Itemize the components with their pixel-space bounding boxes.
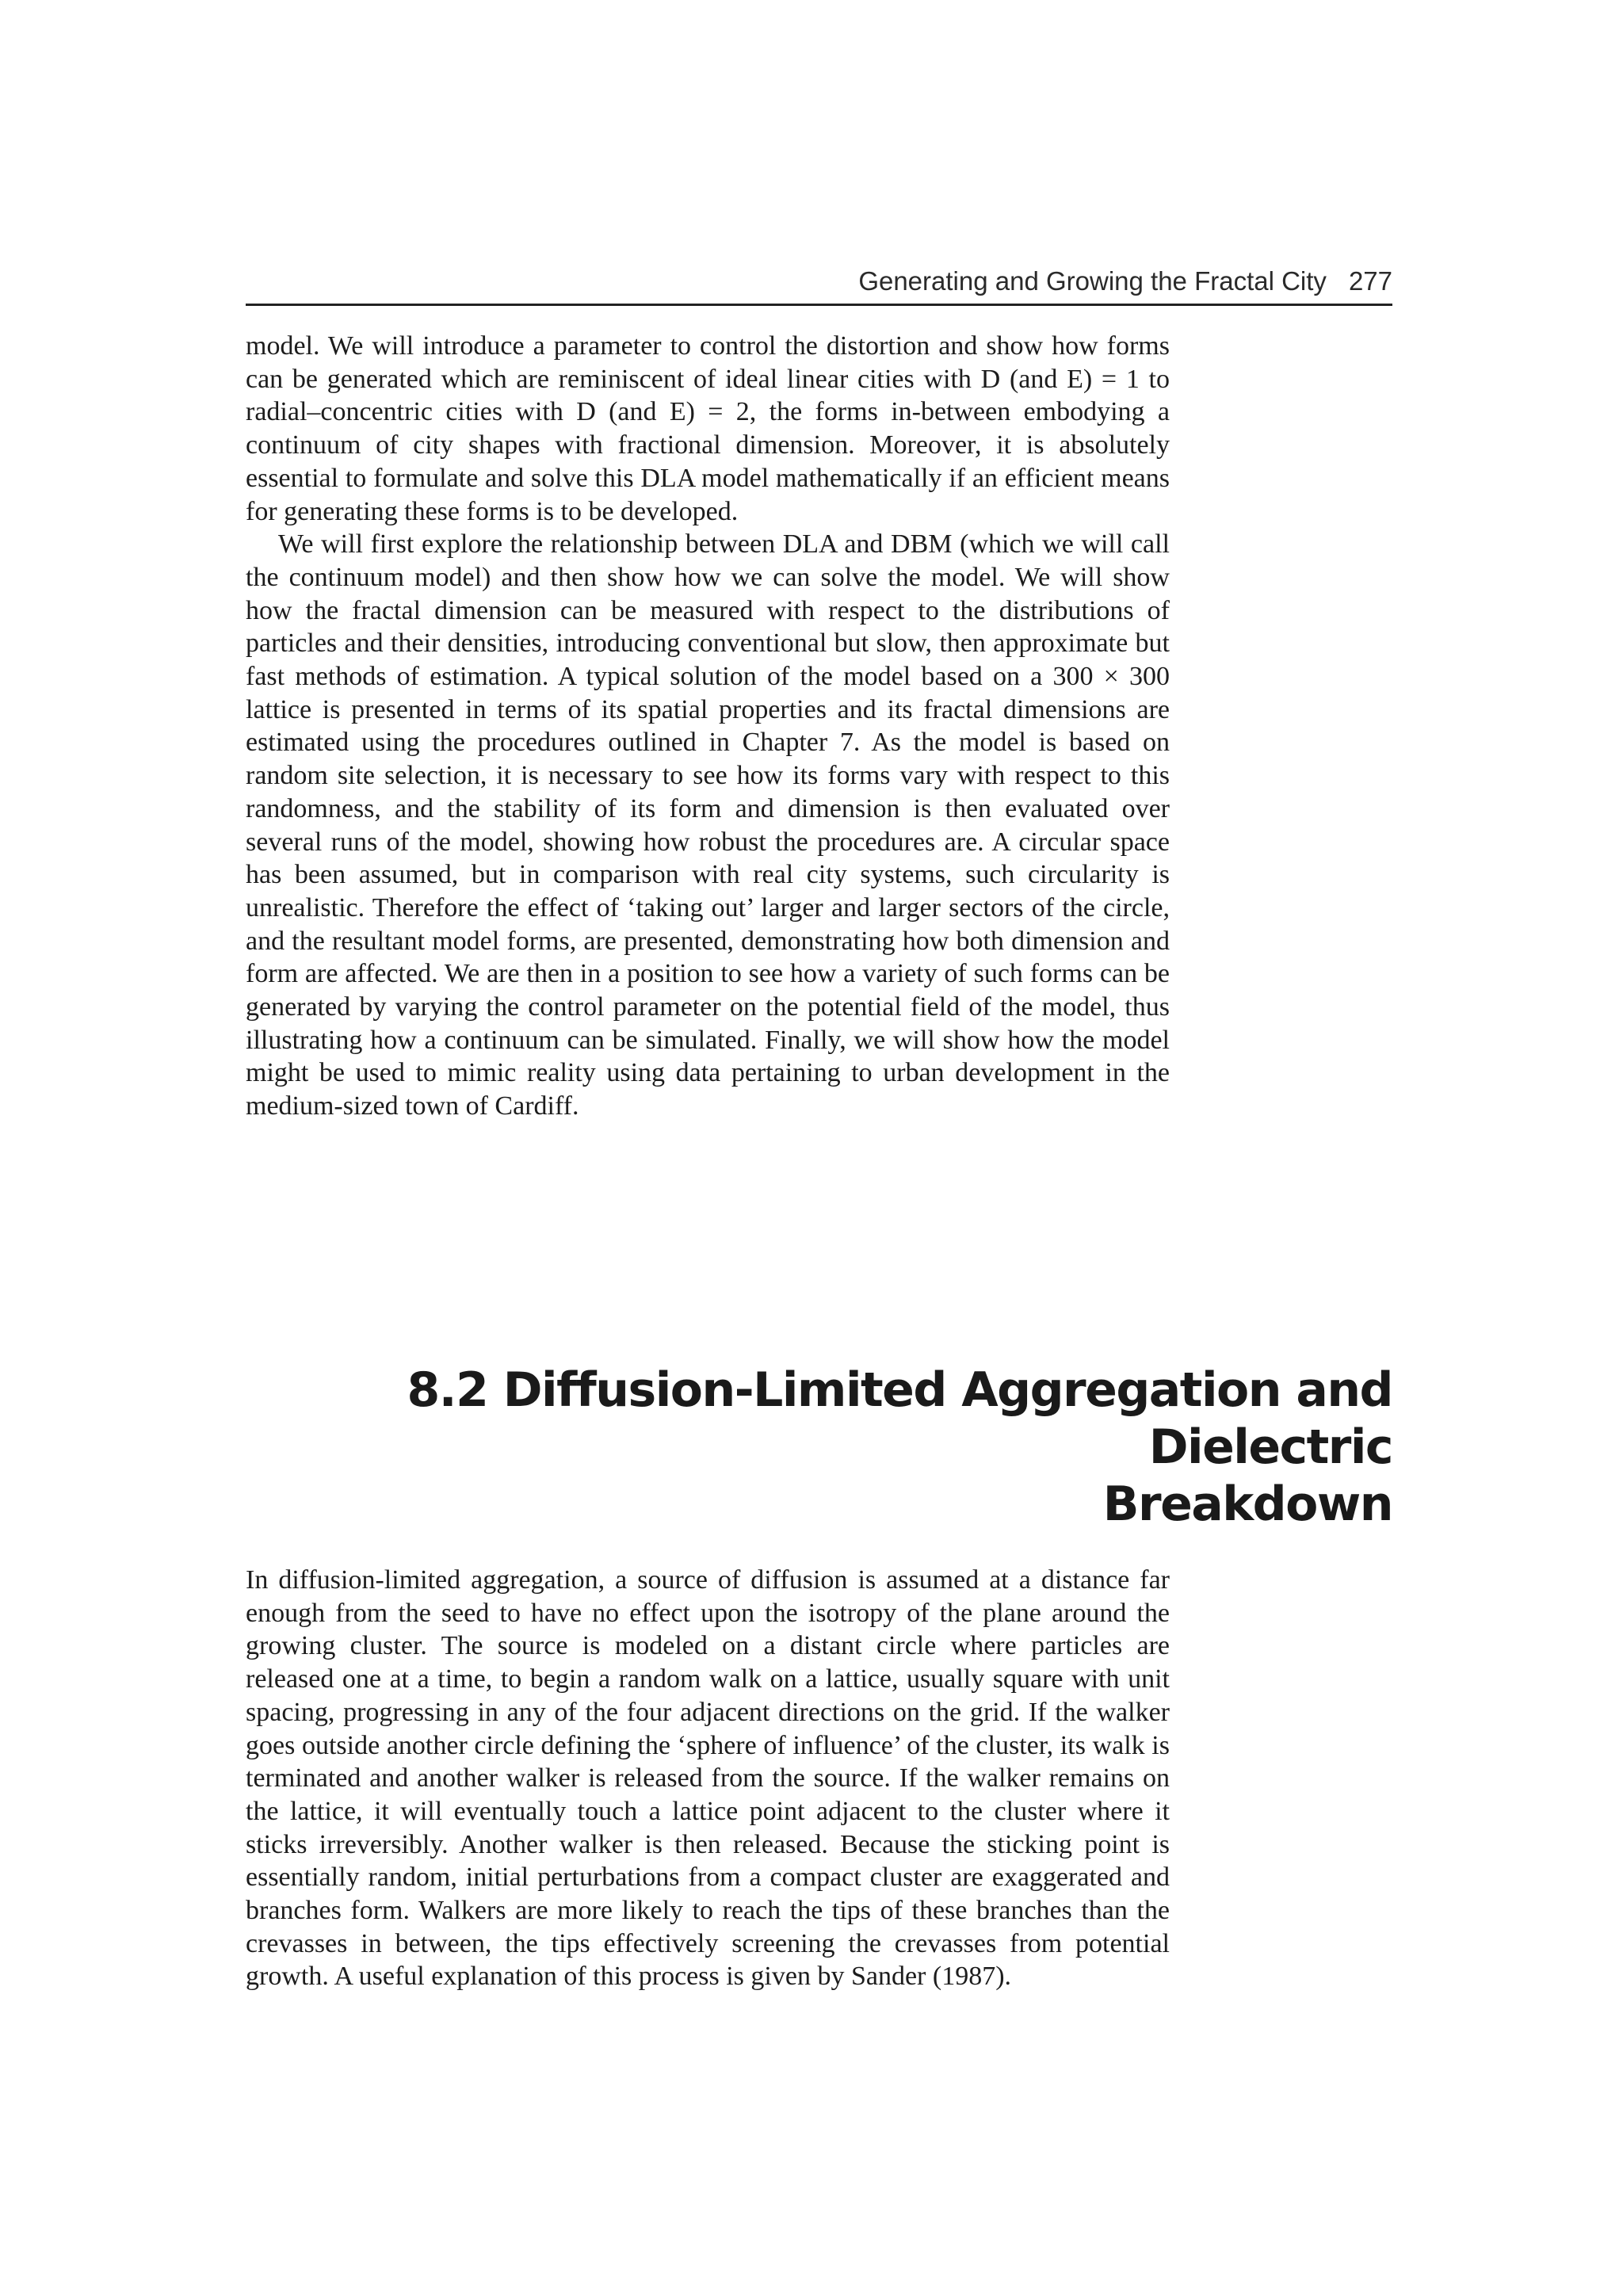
running-title: Generating and Growing the Fractal City [858,266,1327,296]
paragraph-overview: We will first explore the relationship between DLA and DBM (which we will call the continuum model) and then show how we can solve the model. We will show how the fractal dimension can be measured with respect to the distributions of particles and their densities, introducing conventional but slow, then approximate but fast methods of estimation. A typical solution of the model based on a 300 × 300 lattice is presented in terms of its spatial properties and its fractal dimensions are estimated using the procedures outlined in Chapter 7. As the model is based on random site selection, it is necessary to see how its forms vary with respect to this randomness, and the stability of its form and dimension is then evaluated over several runs of the model, showing how robust the procedures are. A circular space has been assumed, but in comparison with real city systems, such circularity is unrealistic. Therefore the effect of ‘taking out’ larger and larger sectors of the circle, and the resultant model forms, are presented, demonstrating how both dimension and form are affected. We are then in a position to see how a variety of such forms can be generated by varying the control parameter on the potential field of the model, thus illustrating how a continuum can be simulated. Finally, we will show how the model might be used to mimic reality using data pertaining to urban development in the medium-sized town of Cardiff. [246,529,1170,1121]
body-text-lower [246,1564,1170,1993]
section-heading-line-2: Breakdown [1102,1476,1392,1532]
paragraph-continued: model. We will introduce a parameter to control the distortion and show how forms can be generated which are reminiscent of ideal linear cities with D (and E) = 1 to radial–concentric cities with D (and E) = 2, the forms in-between embodying a continuum of city shapes with fractional dimension. Moreover, it is absolutely essential to formulate and solve this DLA model mathematically if an efficient means for generating these forms is to be developed. [246,331,1170,526]
paragraph-dla: In diffusion-limited aggregation, a source of diffusion is assumed at a distance far enough from the seed to have no effect upon the isotropy of the plane around the growing cluster. The source is modeled on a distant circle where particles are released one at a time, to begin a random walk on a lattice, usually square with unit spacing, progressing in any of the four adjacent directions on the grid. If the walker goes outside another circle defining the ‘sphere of influence’ of the cluster, its walk is terminated and another walker is released from the source. If the walker remains on the lattice, it will eventually touch a lattice point adjacent to the cluster where it sticks irreversibly. Another walker is then released. Because the sticking point is essentially random, initial perturbations from a compact cluster are exaggerated and branches form. Walkers are more likely to reach the tips of these branches than the crevasses in between, the tips effectively screening the crevasses from potential growth. A useful explanation of this process is given by Sander (1987). [246,1565,1170,1992]
body-text-upper [246,330,1170,1123]
section-heading [246,1362,1392,1533]
running-head [246,262,1392,301]
header-rule [246,304,1392,306]
section-heading-line-1: 8.2 Diffusion-Limited Aggregation and Dielectric [407,1362,1392,1475]
page-number: 277 [1348,266,1392,296]
